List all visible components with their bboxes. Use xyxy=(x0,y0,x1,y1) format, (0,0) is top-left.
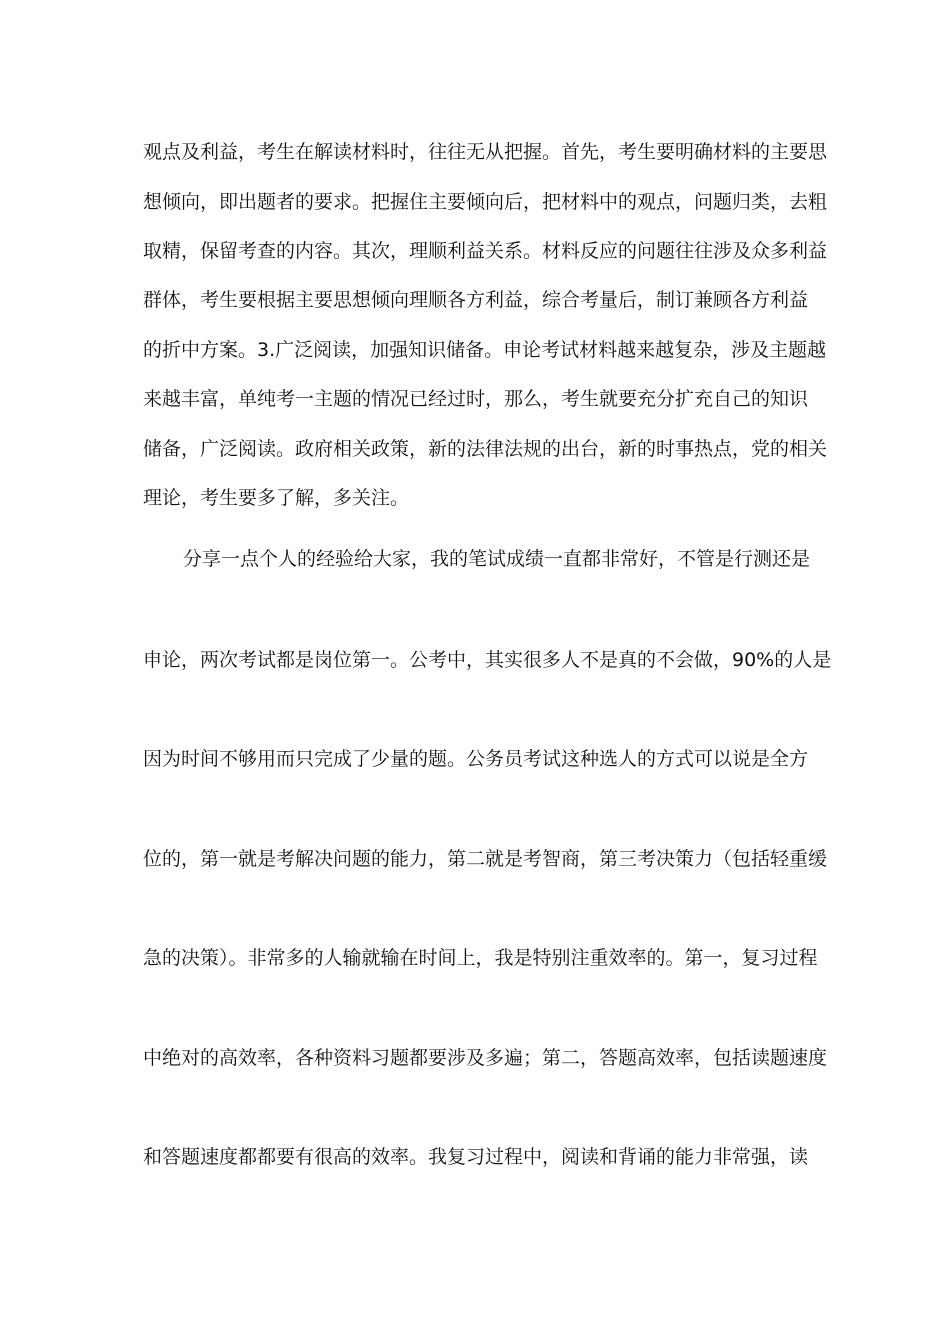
paragraph1-line-8: 理论，考生要多了解，多关注。 xyxy=(143,487,410,509)
paragraph2-line-3: 因为时间不够用而只完成了少量的题。公务员考试这种选人的方式可以说是全方 xyxy=(143,748,809,770)
paragraph1-line-6: 来越丰富，单纯考一主题的情况已经过时，那么，考生就要充分扩充自己的知识 xyxy=(143,388,809,410)
paragraph1-line-1: 观点及利益，考生在解读材料时，往往无从把握。首先，考生要明确材料的主要思 xyxy=(143,141,828,163)
paragraph1-line-2: 想倾向，即出题者的要求。把握住主要倾向后，把材料中的观点，问题归类，去粗 xyxy=(143,191,828,213)
paragraph1-line-5: 的折中方案。3.广泛阅读，加强知识储备。申论考试材料越来越复杂，涉及主题越 xyxy=(143,339,827,361)
paragraph2-line-6: 中绝对的高效率，各种资料习题都要涉及多遍；第二，答题高效率，包括读题速度 xyxy=(143,1047,828,1069)
paragraph2-line-1: 分享一点个人的经验给大家，我的笔试成绩一直都非常好，不管是行测还是 xyxy=(183,548,811,570)
paragraph1-line-4: 群体，考生要根据主要思想倾向理顺各方利益，综合考量后，制订兼顾各方利益 xyxy=(143,289,809,311)
paragraph2-line-5: 急的决策）。非常多的人输就输在时间上，我是特别注重效率的。第一，复习过程 xyxy=(143,947,818,969)
paragraph1-line-7: 储备，广泛阅读。政府相关政策，新的法律法规的出台，新的时事热点，党的相关 xyxy=(143,438,828,460)
paragraph1-line-3: 取精，保留考查的内容。其次，理顺利益关系。材料反应的问题往往涉及众多利益 xyxy=(143,240,828,262)
paragraph2-line-2: 申论，两次考试都是岗位第一。公考中，其实很多人不是真的不会做，90%的人是 xyxy=(143,649,832,671)
paragraph2-line-4: 位的，第一就是考解决问题的能力，第二就是考智商，第三考决策力（包括轻重缓 xyxy=(143,848,828,870)
paragraph2-line-7: 和答题速度都都要有很高的效率。我复习过程中，阅读和背诵的能力非常强，读 xyxy=(143,1146,809,1168)
